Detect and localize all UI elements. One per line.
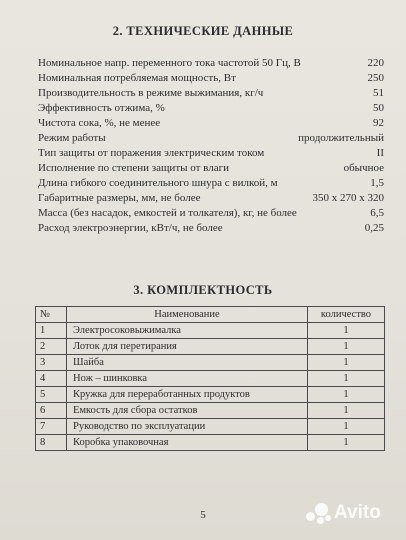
table-header-row: [36, 307, 385, 323]
spec-label: Длина гибкого соединительного шнура с вилкой, м: [38, 177, 278, 189]
row-number: 4: [36, 371, 67, 387]
spec-label: Тип защиты от поражения электрическим током: [38, 147, 265, 159]
avito-watermark: [306, 500, 398, 528]
spec-row: [38, 191, 384, 206]
spec-value: 1,5: [370, 177, 384, 189]
table-row: [36, 403, 385, 419]
spec-value: 92: [373, 117, 384, 129]
row-quantity: 1: [308, 355, 385, 371]
table-row: [36, 323, 385, 339]
row-number: 2: [36, 339, 67, 355]
page-number: 5: [200, 509, 206, 521]
spec-label: Расход электроэнергии, кВт/ч, не более: [38, 222, 223, 234]
spec-row: [38, 101, 384, 116]
row-name: Емкость для сбора остатков: [67, 403, 308, 419]
row-name: Коробка упаковочная: [67, 435, 308, 451]
row-quantity: 1: [308, 403, 385, 419]
avito-logo-icon: [306, 503, 332, 525]
spec-row: [38, 176, 384, 191]
table-row: [36, 339, 385, 355]
row-quantity: 1: [308, 323, 385, 339]
row-name: Электросоковыжималка: [67, 323, 308, 339]
spec-label: Производительность в режиме выжимания, кг/ч: [38, 87, 264, 99]
spec-label: Чистота сока, %, не менее: [38, 117, 161, 129]
row-name: Руководство по эксплуатации: [67, 419, 308, 435]
spec-value: продолжительный: [298, 132, 384, 144]
row-number: 1: [36, 323, 67, 339]
contents-table: [35, 306, 385, 451]
row-name: Лоток для перетирания: [67, 339, 308, 355]
section-title-contents: 3. КОМПЛЕКТНОСТЬ: [133, 283, 273, 297]
spec-value: 51: [373, 87, 384, 99]
spec-label: Номинальная потребляемая мощность, Вт: [38, 72, 236, 84]
row-name: Кружка для переработанных продуктов: [67, 387, 308, 403]
watermark-text: Avito: [334, 502, 381, 523]
spec-value: 0,25: [364, 222, 384, 234]
spec-row: [38, 86, 384, 101]
spec-label: Габаритные размеры, мм, не более: [38, 192, 201, 204]
row-number: 8: [36, 435, 67, 451]
spec-row: [38, 221, 384, 236]
spec-value: 50: [373, 102, 384, 114]
row-number: 3: [36, 355, 67, 371]
table-row: [36, 419, 385, 435]
spec-label: Режим работы: [38, 132, 106, 144]
spec-row: [38, 56, 384, 71]
row-quantity: 1: [308, 339, 385, 355]
row-number: 7: [36, 419, 67, 435]
spec-row: [38, 206, 384, 221]
table-row: [36, 435, 385, 451]
spec-value: 220: [367, 57, 384, 69]
spec-label: Номинальное напр. переменного тока частотой 50 Гц, В: [38, 57, 301, 69]
column-header-number: №: [36, 307, 67, 323]
spec-row: [38, 146, 384, 161]
row-quantity: 1: [308, 371, 385, 387]
spec-row: [38, 116, 384, 131]
table-row: [36, 371, 385, 387]
spec-value: обычное: [343, 162, 384, 174]
spec-row: [38, 161, 384, 176]
row-name: Шайба: [67, 355, 308, 371]
spec-label: Эффективность отжима, %: [38, 102, 165, 114]
spec-value: 6,5: [370, 207, 384, 219]
column-header-name: Наименование: [67, 307, 308, 323]
spec-row: [38, 71, 384, 86]
row-quantity: 1: [308, 387, 385, 403]
spec-label: Исполнение по степени защиты от влаги: [38, 162, 229, 174]
spec-value: 350 х 270 х 320: [312, 192, 384, 204]
column-header-quantity: количество: [308, 307, 385, 323]
table-row: [36, 387, 385, 403]
spec-label: Масса (без насадок, емкостей и толкателя), кг, не более: [38, 207, 297, 219]
spec-row: [38, 131, 384, 146]
row-number: 5: [36, 387, 67, 403]
row-number: 6: [36, 403, 67, 419]
spec-value: 250: [367, 72, 384, 84]
spec-value: II: [376, 147, 384, 159]
row-name: Нож – шинковка: [67, 371, 308, 387]
section-title-tech-data: 2. ТЕХНИЧЕСКИЕ ДАННЫЕ: [112, 24, 294, 38]
table-row: [36, 355, 385, 371]
row-quantity: 1: [308, 435, 385, 451]
row-quantity: 1: [308, 419, 385, 435]
